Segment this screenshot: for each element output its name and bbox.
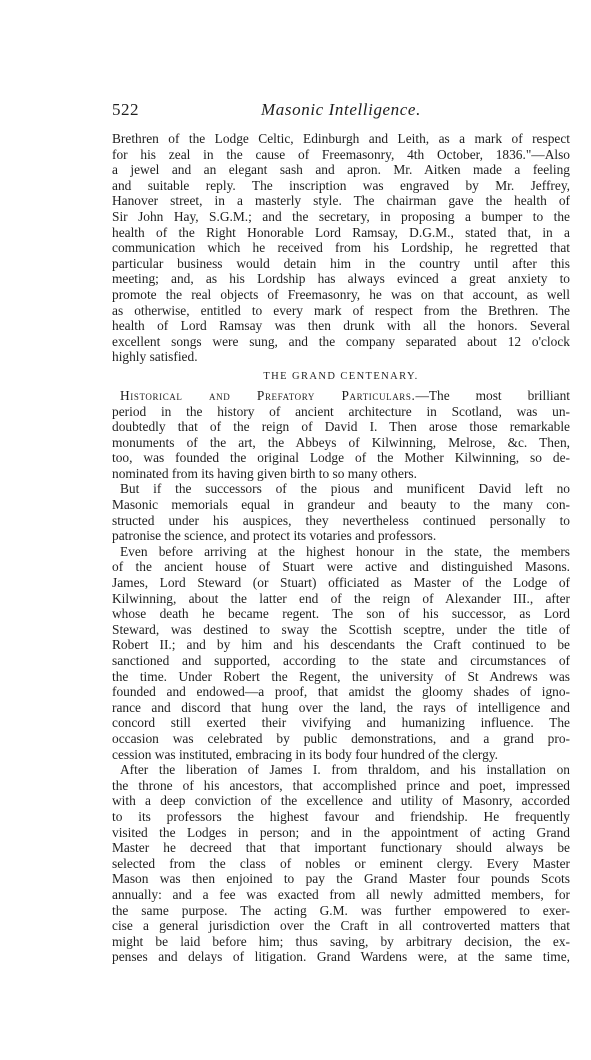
- text-line: annually: and a fee was exacted from all newly admitted members, for: [112, 886, 570, 902]
- text-line: of the ancient house of Stuart were active and distinguished Masons.: [112, 559, 570, 575]
- text-line: the throne of his ancestors, that accomplished prince and poet, impressed: [112, 777, 570, 793]
- text-line: Brethren of the Lodge Celtic, Edinburgh and Leith, as a mark of respect: [112, 131, 570, 146]
- text-line: Mason was then enjoined to pay the Grand Master four pounds Scots: [112, 871, 570, 887]
- text-line: a jewel and an elegant sash and apron. Mr. Aitken made a feeling: [112, 162, 570, 178]
- text-line: and suitable reply. The inscription was engraved by Mr. Jeffrey,: [112, 177, 570, 193]
- paragraph-toast-report: [112, 131, 570, 365]
- text-line: excellent songs were sung, and the company separated about 12 o'clock: [112, 333, 570, 349]
- paragraph-james-first: [112, 762, 570, 965]
- text-line: promote the real objects of Freemasonry, he was on that account, as well: [112, 286, 570, 302]
- text-line: [112, 388, 570, 404]
- text-line: communication which he received from his Lordship, he regretted that: [112, 240, 570, 256]
- text-line: period in the history of ancient architecture in Scotland, was un-: [112, 403, 570, 419]
- text-line: nominated from its having given birth to so many others.: [112, 465, 417, 481]
- text-run: —The most brilliant: [415, 387, 570, 403]
- text-line: cession was instituted, embracing in its body four hundred of the clergy.: [112, 746, 499, 762]
- text-line: penses and delays of litigation. Grand Wardens were, at the same time,: [112, 949, 570, 965]
- text-line: highly satisfied.: [112, 349, 198, 365]
- text-line: particular business would detain him in the country until after this: [112, 255, 570, 271]
- text-line: sanctioned and supported, according to the state and circumstances of: [112, 653, 570, 668]
- text-line: visited the Lodges in person; and in the appointment of acting Grand: [112, 824, 570, 840]
- text-line: with a deep conviction of the excellence and utility of Masonry, accorded: [112, 793, 570, 809]
- paragraph-historical-particulars: [112, 388, 570, 482]
- body-text: [112, 131, 570, 965]
- text-line: for his zeal in the cause of Freemasonry, 4th October, 1836."—Also: [112, 146, 570, 162]
- text-line: the same purpose. The acting G.M. was further empowered to exer-: [112, 902, 570, 918]
- text-line: the time. Under Robert the Regent, the university of St Andrews was: [112, 668, 570, 684]
- text-line: Even before arriving at the highest honour in the state, the members: [120, 543, 570, 559]
- page-number: 522: [112, 100, 139, 119]
- text-line: After the liberation of James I. from thraldom, and his installation on: [120, 762, 570, 778]
- section-heading: THE GRAND CENTENARY.: [263, 370, 419, 382]
- text-line: cise a general jurisdiction over the Craft in all controverted matters that: [112, 918, 570, 934]
- text-line: James, Lord Steward (or Stuart) officiated as Master of the Lodge of: [112, 575, 570, 591]
- text-line: structed under his auspices, they nevertheless continued personally to: [112, 512, 570, 528]
- text-line: concord still exerted their vivifying and humanizing influence. The: [112, 715, 570, 731]
- text-line: might be laid before him; thus saving, by arbitrary decision, the ex-: [112, 933, 570, 949]
- text-line: But if the successors of the pious and munificent David left no: [120, 481, 570, 497]
- paragraph-lead-in: Historical and Prefatory Particulars.: [120, 387, 416, 403]
- text-line: Steward, was destined to sway the Scottish sceptre, under the title of: [112, 621, 570, 637]
- text-line: Master he decreed that that important functionary should always be: [112, 840, 570, 856]
- text-line: too, was founded the original Lodge of the Mother Kilwinning, so de-: [112, 450, 570, 466]
- page-header: [112, 100, 570, 124]
- paragraph-house-of-stuart: [112, 544, 570, 762]
- text-line: Masonic memorials equal in grandeur and beauty to the many con-: [112, 497, 570, 513]
- running-title: Masonic Intelligence.: [261, 100, 421, 119]
- text-line: doubtedly that of the reign of David I. Then arose those remarkable: [112, 419, 570, 435]
- text-line: to its professors the highest favour and friendship. He frequently: [112, 808, 570, 824]
- text-line: whose death he became regent. The son of his successor, as Lord: [112, 606, 570, 622]
- text-line: Hanover street, in a masterly style. The chairman gave the health of: [112, 193, 570, 209]
- text-line: patronise the science, and protect its votaries and professors.: [112, 528, 437, 544]
- paragraph-successors-of-david: [112, 481, 570, 543]
- text-line: as otherwise, entitled to every mark of respect from the Brethren. The: [112, 302, 570, 318]
- text-line: Robert II.; and by him and his descendants the Craft continued to be: [112, 637, 570, 653]
- text-line: health of Lord Ramsay was then drunk with all the honors. Several: [112, 318, 570, 334]
- text-line: health of the Right Honorable Lord Ramsay, D.G.M., stated that, in a: [112, 224, 570, 240]
- text-line: selected from the class of nobles or eminent clergy. Every Master: [112, 855, 570, 871]
- text-line: Sir John Hay, S.G.M.; and the secretary, in proposing a bumper to the: [112, 208, 570, 224]
- text-line: monuments of the art, the Abbeys of Kilwinning, Melrose, &c. Then,: [112, 434, 570, 450]
- text-line: founded and endowed—a proof, that amidst the gloomy shades of igno-: [112, 684, 570, 700]
- text-line: Kilwinning, about the latter end of the reign of Alexander III., after: [112, 590, 570, 606]
- text-line: rance and discord that hung over the land, the rays of intelligence and: [112, 699, 570, 715]
- text-line: meeting; and, as his Lordship has always evinced a great anxiety to: [112, 271, 570, 287]
- text-line: occasion was celebrated by public demonstrations, and a grand pro-: [112, 730, 570, 746]
